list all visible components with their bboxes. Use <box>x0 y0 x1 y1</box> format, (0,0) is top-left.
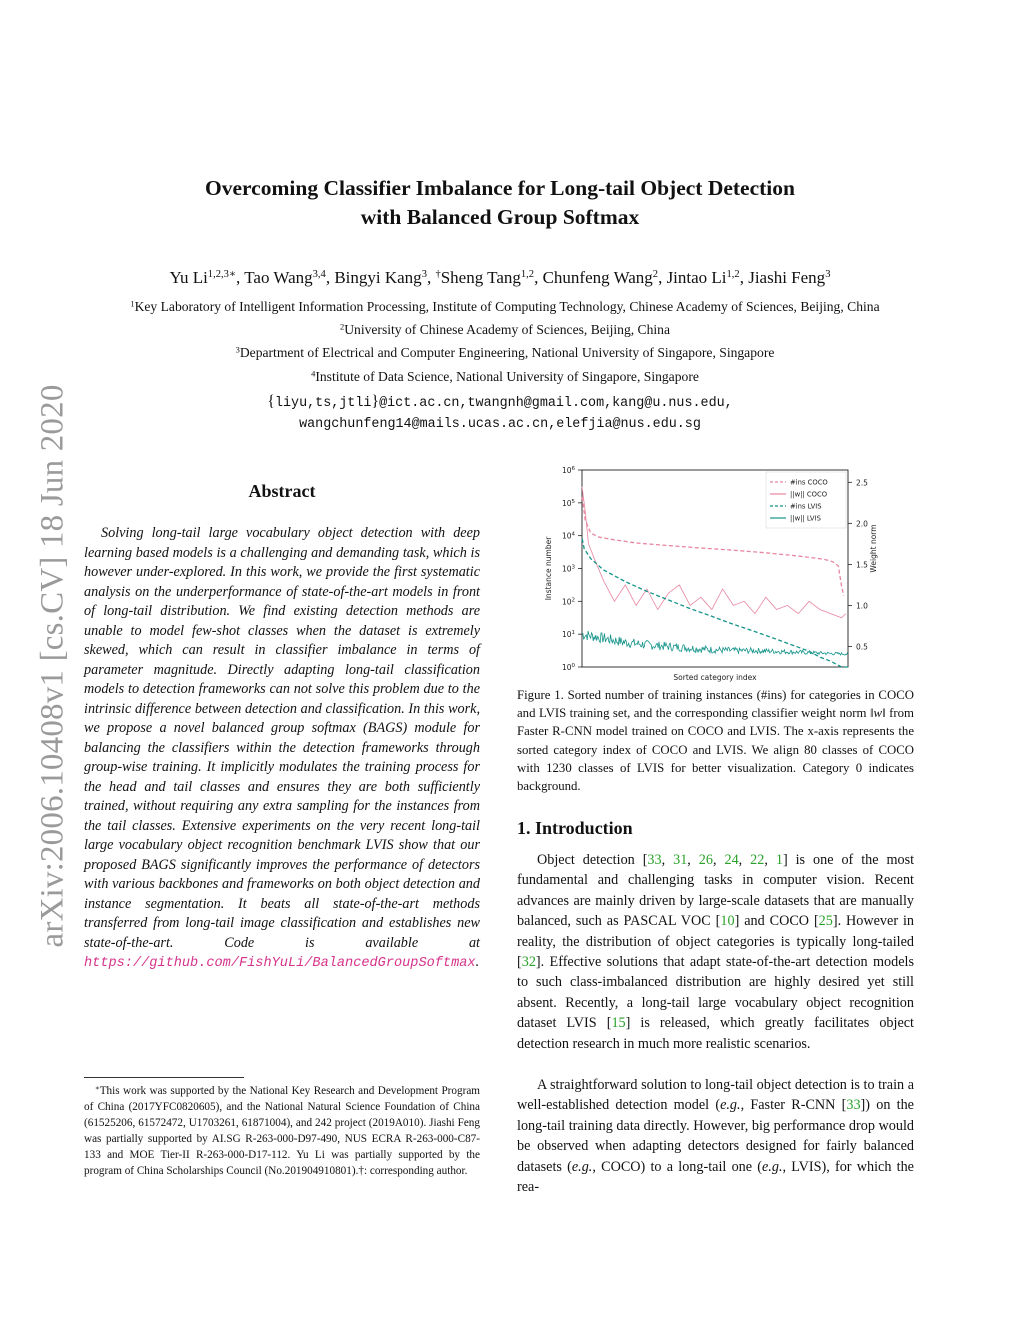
code-link[interactable]: https://github.com/FishYuLi/BalancedGroupSoftmax <box>84 956 476 971</box>
y-tick-label: $10^3$ <box>561 564 575 574</box>
affiliation-3: $^3$Department of Electrical and Computer Engineering, National University of Singapore, Singapore <box>235 344 775 360</box>
y-tick-label: $10^1$ <box>561 630 575 640</box>
citation[interactable]: 31 <box>673 852 688 868</box>
x-axis-label: Sorted category index <box>673 673 757 682</box>
arxiv-id-text: arXiv:2006.10408v1 [cs.CV] 18 Jun 2020 <box>34 384 71 948</box>
y-tick-label: $10^5$ <box>561 498 575 508</box>
footnote: ∗This work was supported by the National Key Research and Development Program of China (2017YFC0820605), and the National Natural Science Foundation of China (61525206, 61572472, U1703261, 61871004), and 242 project (2019A010). Jiashi Feng was partially supported by AI.SG R-263-000-D97-490, NUS ECRA R-263-000-C87-133 and MOE Tier-II R-263-000-D17-112. Yu Li was partially supported by the program of China Scholarships Council (No.201904910801).†: corresponding author. <box>84 1084 480 1177</box>
y2-tick-label: 0.5 <box>856 642 868 652</box>
y-tick-label: $10^2$ <box>561 597 575 607</box>
title-line-2: with Balanced Group Softmax <box>360 205 640 229</box>
series-line-3 <box>582 631 848 655</box>
citation[interactable]: 24 <box>724 852 739 868</box>
y2-axis-label: Weight norm <box>869 524 878 573</box>
author-6: Jintao Li$^{1,2}$, <box>666 268 749 287</box>
legend-label: ||w|| COCO <box>790 490 828 499</box>
y2-tick-label: 1.5 <box>856 560 868 570</box>
y-tick-label: $10^4$ <box>561 531 575 541</box>
author-5: Chunfeng Wang$^2$, <box>542 268 667 287</box>
legend-label: #ins LVIS <box>790 502 822 511</box>
intro-paragraph-1: Object detection [33, 31, 26, 24, 22, 1] is one of the most fundamental and challenging tasks in computer vision. Recent advances are mainly driven by large-scale datasets that are manually balanced, such as PASCAL VOC [10] and COCO [25]. However in reality, the distribution of object categories is typically long-tailed [32]. Effective solutions that adapt state-of-the-art detection models to such class-imbalanced distribution are highly desired yet still absent. Recently, a long-tail large vocabulary object recognition dataset LVIS [15] is released, which greatly facilitates object detection research in much more realistic scenarios. <box>517 852 915 1052</box>
abstract-heading: Abstract <box>248 481 316 501</box>
citation[interactable]: 33 <box>647 852 662 868</box>
citation[interactable]: 26 <box>698 852 713 868</box>
y2-tick-label: 2.5 <box>856 478 868 488</box>
legend-label: ||w|| LVIS <box>790 514 821 523</box>
author-list <box>60 268 940 288</box>
figure-1-caption: Figure 1. Sorted number of training instances (#ins) for categories in COCO and LVIS training set, and the corresponding classifier weight norm ‖w‖ from Faster R-CNN model trained on COCO and LVIS. The x-axis represents the sorted category index of COCO and LVIS. We align 80 classes of COCO with 1230 classes of LVIS for better visualization. Category 0 indicates background. <box>517 688 915 794</box>
author-2: Tao Wang$^{3,4}$, <box>244 268 335 287</box>
legend-label: #ins COCO <box>790 478 828 487</box>
y-tick-label: $10^6$ <box>561 466 575 475</box>
author-1: Yu $Li^{1,2,3∗}$, <box>169 268 245 287</box>
affiliation-1: $^1$Key Laboratory of Intelligent Information Processing, Institute of Computing Technology, Chinese Academy of Sciences, Beijing, China <box>130 298 880 314</box>
intro-paragraph-2: A straightforward solution to long-tail object detection is to train a well-established detection model (e.g., Faster R-CNN [33]) on the long-tail training data directly. However, big performance drop would be observed when adapting detectors designed for fairly balanced datasets (e.g., COCO) to a long-tail one (e.g., LVIS), for which the rea- <box>517 1077 914 1196</box>
email-line-2: wangchunfeng14@mails.ucas.ac.cn,elefjia@nus.edu.sg <box>299 417 701 432</box>
footnote-rule <box>84 1077 244 1078</box>
y2-tick-label: 1.0 <box>856 601 868 611</box>
author-3: Bingyi Kang$^3$, <box>334 268 436 287</box>
y-axis-label: Instance number <box>544 536 553 601</box>
y-tick-label: $10^0$ <box>561 663 575 672</box>
citation[interactable]: 1 <box>775 852 783 868</box>
arxiv-identifier <box>23 360 83 972</box>
affiliation-2: $^2$University of Chinese Academy of Sciences, Beijing, China <box>339 321 671 337</box>
y2-tick-label: 2.0 <box>856 519 868 529</box>
introduction-heading: 1. Introduction <box>517 818 633 838</box>
figure-1-chart <box>530 462 900 684</box>
abstract-body: Solving long-tail large vocabulary object detection with deep learning based models is a challenging and demanding task, which is however under-explored. In this work, we provide the first systematic analysis on the underperformance of state-of-the-art models in front of long-tail distribution. We find existing detection methods are unable to model few-shot classes when the dataset is extremely skewed, which can result in classifier imbalance in terms of parameter magnitude. Directly adapting long-tail classification models to detection frameworks can not solve this problem due to the intrinsic difference between detection and classification. In this work, we propose a novel balanced group softmax (BAGS) module for balancing the classifiers within the detection frameworks through group-wise training. It implicitly modulates the training process for the head and tail classes and ensures they are both sufficiently trained, without requiring any extra sampling for the instances from the tail classes. Extensive experiments on the very recent long-tail large vocabulary object recognition benchmark LVIS show that our proposed BAGS significantly improves the performance of detectors with various backbones and frameworks on both object detection and instance segmentation. It beats all state-of-the-art methods transferred from long-tail image classification and establishes new state-of-the-art. Code is available at https://github.com/FishYuLi/BalancedGroupSoftmax. <box>84 525 480 971</box>
affiliation-4: $^4$Institute of Data Science, National University of Singapore, Singapore <box>311 368 699 384</box>
email-line-1: {liyu,ts,jtli}@ict.ac.cn,twangnh@gmail.com,kang@u.nus.edu, <box>267 393 733 411</box>
author-4: †Sheng Tang$^{1,2}$, <box>435 268 543 287</box>
title-line-1: Overcoming Classifier Imbalance for Long-tail Object Detection <box>205 176 795 200</box>
author-7: Jiashi Feng$^3$ <box>748 268 831 287</box>
paper-title <box>100 174 900 232</box>
citation[interactable]: 22 <box>750 852 765 868</box>
